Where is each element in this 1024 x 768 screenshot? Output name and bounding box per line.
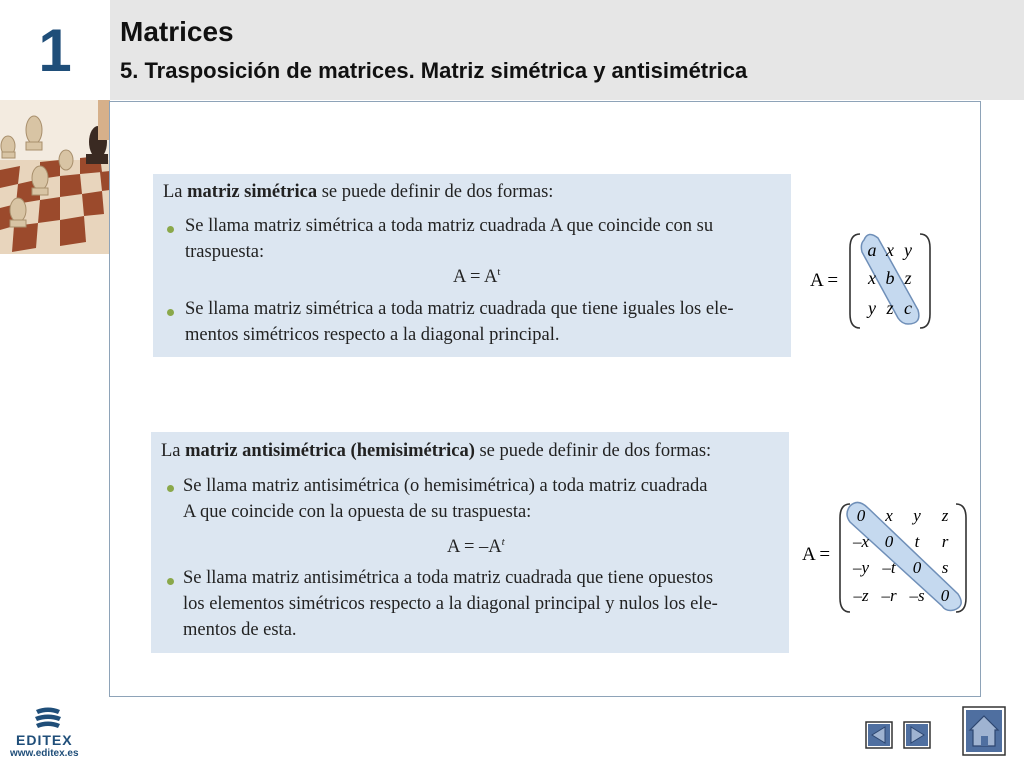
bullet-dot [167,578,174,585]
arrow-left-icon [865,721,893,749]
editex-logo [8,706,88,762]
matrix-cell: r [941,532,949,551]
page-title: Matrices [120,16,234,47]
matrix-cell: 0 [884,532,894,551]
symmetric-formula: $A = A^t$ [453,266,501,288]
arrow-right-icon [903,721,931,749]
antisymmetric-matrix [800,500,970,616]
symmetric-definition-box [153,174,791,357]
antisymmetric-bullet1-line1: Se llama matriz antisimétrica (o hemisimétrica) a toda matriz cuadrada [183,476,708,496]
symmetric-matrix-label: A = [810,270,839,291]
antisymmetric-bullet2-line1: Se llama matriz antisimétrica a toda matriz cuadrada que tiene opuestos [183,568,714,588]
antisymmetric-matrix-label: A = [802,544,831,565]
symmetric-bullet2-line1: Se llama matriz simétrica a toda matriz cuadrada que tiene iguales los ele- [185,299,734,319]
matrix-cell: –z [853,586,869,605]
antisymmetric-intro: La matriz antisimétrica (hemisimétrica) se puede definir de dos formas: [161,441,712,461]
matrix-cell: –r [881,586,897,605]
symmetric-bullet2-line2: mentos simétricos respecto a la diagonal principal. [185,325,560,345]
matrix-cell: x [885,506,893,525]
matrix-cell: –x [852,532,870,551]
antisymmetric-bullet1-line2: A que coincide con la opuesta de su traspuesta: [183,502,532,522]
chapter-number: 1 [38,16,72,84]
matrix-cell: y [913,506,921,525]
antisymmetric-bullet2-line2: los elementos simétricos respecto a la diagonal principal y nulos los ele- [183,594,718,614]
matrix-cell: z [886,298,894,318]
matrix-cell: 0 [856,506,866,525]
matrix-cell: y [904,240,912,260]
symmetric-bullet1-line1: Se llama matriz simétrica a toda matriz cuadrada A que coincide con su [185,216,714,236]
antisymmetric-bullet2-line3: mentos de esta. [183,620,297,640]
matrix-cell: z [941,506,949,525]
logo-url: www.editex.es [10,748,79,759]
matrix-cell: 0 [940,586,950,605]
antisymmetric-definition-box [151,432,789,653]
home-button[interactable] [962,706,1006,756]
matrix-cell: t [914,532,920,551]
chess-image [0,100,110,254]
matrix-cell: –t [882,558,896,577]
next-button[interactable] [903,721,931,749]
matrix-cell: x [868,268,876,288]
matrix-cell: c [904,298,912,318]
matrix-cell: 0 [912,558,922,577]
matrix-cell: b [885,268,895,288]
bullet-dot [167,309,174,316]
matrix-cell: z [904,268,912,288]
symmetric-intro: La matriz simétrica se puede definir de dos formas: [163,182,554,202]
symmetric-bullet1-line2: traspuesta: [185,242,265,262]
bullet-dot [167,485,174,492]
matrix-cell: –s [909,586,925,605]
symmetric-matrix [808,228,938,332]
antisymmetric-formula: $A = -A^t$ [447,536,505,558]
matrix-cell: x [886,240,894,260]
prev-button[interactable] [865,721,893,749]
matrix-cell: s [941,558,949,577]
matrix-cell: y [868,298,876,318]
header-bar [110,0,1024,100]
home-icon [962,706,1006,756]
logo-text: EDITEX [16,732,73,748]
matrix-cell: –y [852,558,870,577]
page-subtitle: 5. Trasposición de matrices. Matriz simétrica y antisimétrica [120,58,748,83]
matrix-cell: a [867,240,877,260]
bullet-dot [167,226,174,233]
